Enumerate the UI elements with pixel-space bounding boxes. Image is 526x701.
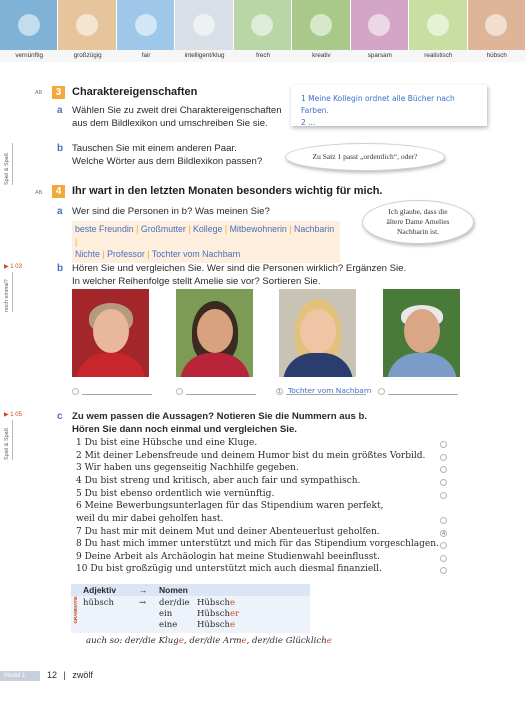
exercise-number: 4	[52, 185, 65, 198]
page-number	[47, 670, 93, 680]
label-7: sparsam	[367, 52, 392, 59]
audio-track[interactable]: ▶ 1 05	[4, 412, 22, 418]
exercise-title: Ihr wart in den letzten Monaten besonders wichtig für mich.	[72, 185, 383, 197]
house-icon	[427, 14, 449, 36]
photo-older-man	[383, 289, 460, 377]
statement-answer-circle[interactable]	[440, 555, 447, 562]
task-b-line-2: In welcher Reihenfolge stellt Amelie sie vor? Sortieren Sie.	[72, 276, 321, 287]
bubble-line-1: Ich glaube, dass die	[388, 207, 448, 216]
grammar-head-nomen: Nomen	[159, 585, 188, 595]
task-letter-a: a	[57, 206, 63, 217]
panel-7	[351, 0, 409, 50]
statement-answer-circle[interactable]	[440, 441, 447, 448]
boy-icon	[251, 14, 273, 36]
statement: 10 Du bist großzügig und unterstützt mich auch diesmal finanziell.	[76, 564, 382, 574]
page-num: 12	[47, 670, 58, 680]
statement: 5 Du bist ebenso ordentlich wie vernünftig.	[76, 489, 275, 499]
exercise-number: 3	[52, 86, 65, 99]
statement-answer-circle[interactable]	[440, 542, 447, 549]
hand-icon	[76, 14, 98, 36]
piggy-bank-icon	[368, 14, 390, 36]
photo-older-woman	[72, 289, 149, 377]
plane-icon	[18, 14, 40, 36]
note-line-1: 1 Meine Kollegin ordnet alle Bücher nach Farben.	[301, 94, 455, 115]
task-b-line-1: Tauschen Sie mit einem anderen Paar.	[72, 143, 237, 154]
task-b-line-2: Welche Wörter aus dem Bildlexikon passen?	[72, 156, 263, 167]
board-icon	[193, 14, 215, 36]
speech-bubble: Zu Satz 1 passt „ordentlich“, oder?	[285, 143, 445, 171]
statement-answer-circle[interactable]	[440, 492, 447, 499]
answer-circle[interactable]	[176, 388, 183, 395]
panel-8	[409, 0, 467, 50]
statement: 6 Meine Bewerbungsunterlagen für das Stipendium waren perfekt,	[76, 501, 384, 511]
label-9: hübsch	[486, 52, 507, 59]
label-5: frech	[255, 52, 270, 59]
note-line-2: 2 ...	[301, 118, 316, 127]
panel-6	[292, 0, 350, 50]
statement: 8 Du hast mich immer unterstützt und mich für das Stipendium vorgeschlagen.	[76, 539, 439, 549]
task-a-text: Wer sind die Personen in b? Was meinen Sie?	[72, 206, 270, 217]
task-letter-b: b	[57, 143, 64, 154]
task-b-text	[72, 142, 262, 168]
image-strip	[0, 0, 526, 50]
bubble-line-3: Nachbarin ist.	[396, 227, 440, 236]
photo-young-woman	[176, 289, 253, 377]
page-word: zwölf	[72, 670, 93, 680]
answer-text: Tochter vom Nachbarn	[288, 386, 372, 395]
grammar-side-label: GRAMMATIK	[73, 596, 78, 624]
paint-icon	[310, 14, 332, 36]
grammar-also: auch so: der/die Kluge, der/die Arme, der/die Glückliche	[86, 636, 332, 646]
word: beste Freundin	[75, 224, 134, 234]
answer-circle[interactable]	[72, 388, 79, 395]
label-3: fair	[141, 52, 151, 59]
label-8: realistisch	[424, 52, 453, 59]
panel-9	[468, 0, 526, 50]
statement: 9 Deine Arbeit als Archäologin hat meine Studienwahl beeinflusst.	[76, 552, 380, 562]
task-c-line-1: Zu wem passen die Aussagen? Notieren Sie die Nummern aus b.	[72, 411, 367, 422]
ab-marker: AB	[35, 90, 43, 96]
statement-answer-circle[interactable]	[440, 517, 447, 524]
answer-line[interactable]	[186, 394, 256, 395]
woman-icon	[485, 14, 507, 36]
task-letter-a: a	[57, 105, 63, 116]
panel-5	[234, 0, 292, 50]
statement-answer-circle[interactable]	[440, 454, 447, 461]
statement: 7 Du hast mir mit deinem Mut und deiner Abenteuerlust geholfen.	[76, 527, 380, 537]
answer-line[interactable]	[82, 394, 152, 395]
grammar-article: eine	[159, 620, 178, 630]
panel-2	[58, 0, 116, 50]
answer-circle[interactable]: 1	[277, 389, 282, 395]
word: Nichte	[75, 249, 100, 259]
grammar-noun: Hübsche	[197, 620, 235, 630]
word: Nachbarin	[293, 224, 335, 234]
statement: 4 Du bist streng und kritisch, aber auch fair und sympathisch.	[76, 476, 361, 486]
answer-line[interactable]	[388, 394, 458, 395]
statement-answer-circle[interactable]	[440, 567, 447, 574]
exercise-title: Charaktereigenschaften	[72, 86, 198, 98]
grammar-article: ein	[159, 609, 173, 619]
task-letter-c: c	[57, 411, 63, 422]
grammar-noun: Hübscher	[197, 609, 240, 619]
statement-answer-circle[interactable]: 4	[441, 531, 446, 537]
word: Tochter vom Nachbarn	[151, 249, 241, 259]
task-a-text	[72, 104, 282, 130]
image-labels	[0, 50, 526, 62]
grammar-noun: Hübsche	[197, 598, 235, 608]
task-b-text	[72, 262, 406, 288]
statement: 3 Wir haben uns gegenseitig Nachhilfe gegeben.	[76, 463, 299, 473]
statement-answer-circle[interactable]	[440, 479, 447, 486]
word-box: beste Freundin | Großmutter | Kollege | Mitbewohnerin | Nachbarin | Nichte | Professor | Tochter vom Nachbarn	[72, 221, 340, 263]
page-separator: |	[63, 670, 66, 680]
panel-3	[117, 0, 175, 50]
label-1: vernünftig	[15, 52, 44, 59]
grammar-arrow: →	[139, 598, 147, 608]
ab-marker: AB	[35, 190, 43, 196]
task-a-line-1: Wählen Sie zu zweit drei Charaktereigenschaften	[72, 105, 282, 116]
grammar-box	[71, 584, 310, 633]
word: Kollege	[193, 224, 223, 234]
task-b-line-1: Hören Sie und vergleichen Sie. Wer sind die Personen wirklich? Ergänzen Sie.	[72, 263, 407, 274]
panel-4	[175, 0, 233, 50]
statement: 2 Mit deiner Lebensfreude und deinem Humor bist du mein größtes Vorbild.	[76, 451, 426, 461]
speech-bubble	[362, 200, 474, 244]
audio-track[interactable]: ▶ 1 03	[4, 264, 22, 270]
photo-girl	[279, 289, 356, 377]
module-label: Modul 1	[0, 671, 40, 681]
bubble-line-2: ältere Dame Amelies	[386, 217, 450, 226]
grammar-head-adjektiv: Adjektiv	[83, 585, 117, 595]
task-letter-b: b	[57, 263, 64, 274]
panel-1	[0, 0, 58, 50]
answer-circle[interactable]	[378, 388, 385, 395]
grammar-article: der/die	[159, 598, 190, 608]
side-label: Spiel & Spaß	[4, 420, 13, 460]
word: Großmutter	[140, 224, 186, 234]
side-label: Spiel & Spaß	[4, 143, 13, 185]
example-note	[291, 85, 487, 126]
statement-answer-circle[interactable]	[440, 466, 447, 473]
statement: 1 Du bist eine Hübsche und eine Kluge.	[76, 438, 258, 448]
word: Mitbewohnerin	[229, 224, 287, 234]
label-4: intelligent/klug	[184, 52, 225, 59]
task-c-text	[72, 410, 367, 436]
label-2: großzügig	[73, 52, 102, 59]
task-a-line-2: aus dem Bildlexikon und umschreiben Sie sie.	[72, 118, 268, 129]
statement: weil du mir dabei geholfen hast.	[76, 514, 224, 524]
grammar-head-arrow: →	[139, 585, 148, 595]
label-6: kreativ	[312, 52, 331, 59]
grammar-adjective: hübsch	[83, 598, 114, 608]
person-icon	[135, 14, 157, 36]
word: Professor	[107, 249, 145, 259]
side-label: noch einmal?	[4, 272, 13, 312]
task-c-line-2: Hören Sie dann noch einmal und vergleichen Sie.	[72, 424, 297, 435]
